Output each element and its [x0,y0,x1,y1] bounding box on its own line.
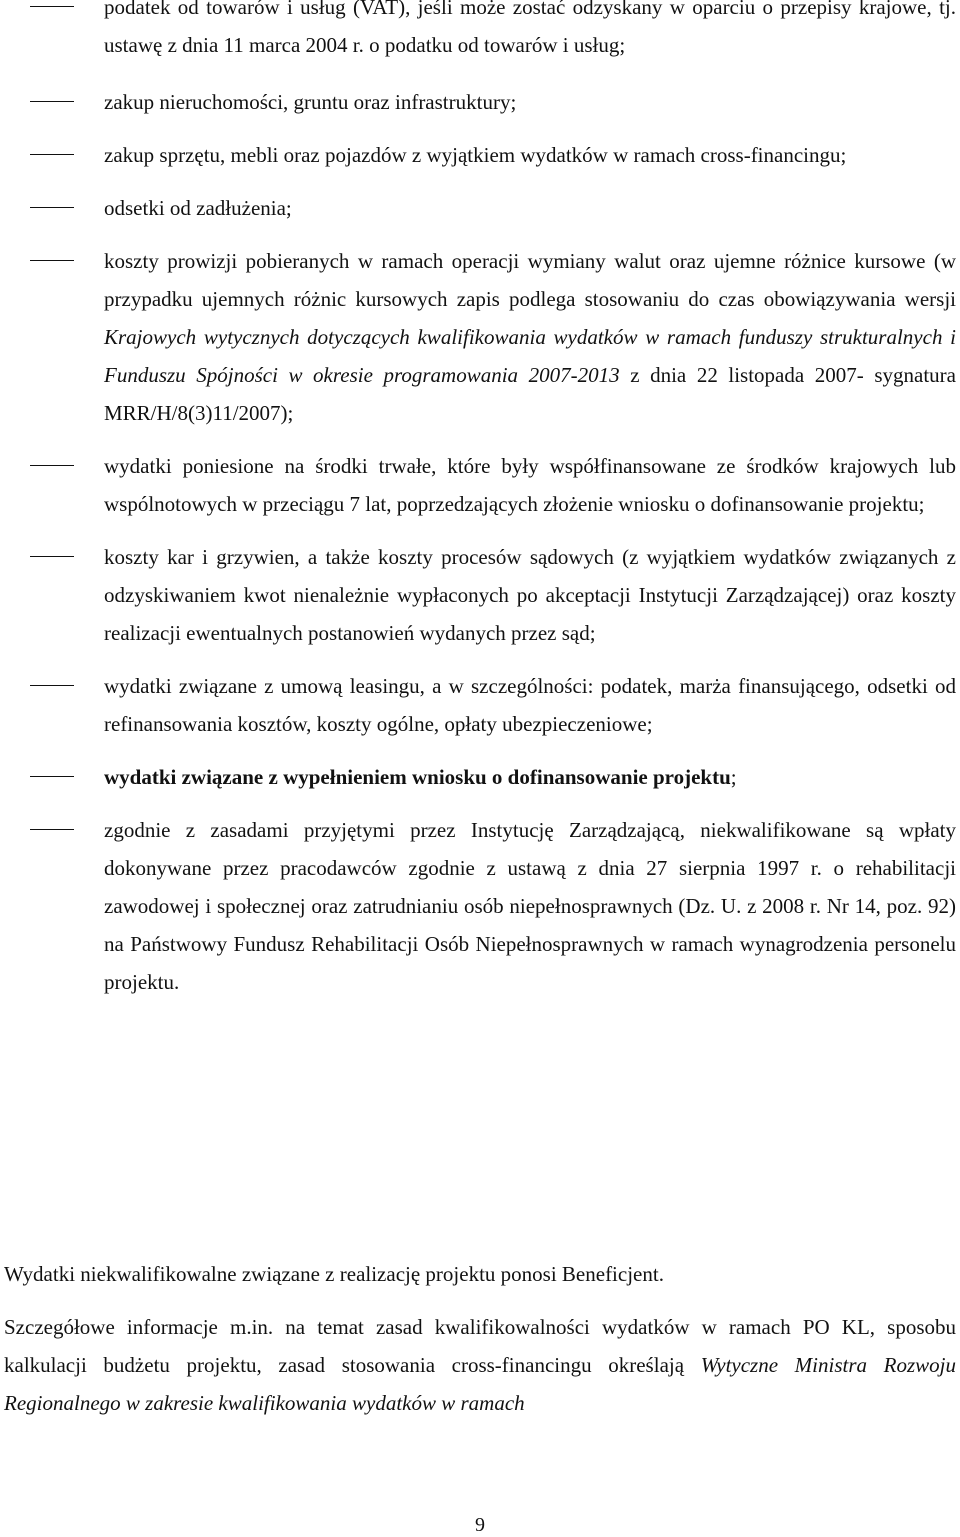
list-item-text: zgodnie z zasadami przyjętymi przez Instytucję Zarządzającą, niekwalifikowane są wpłaty dokonywane przez pracodawców zgodnie z ustawą z dnia 27 sierpnia 1997 r. o rehabilitacji zawodowej i społecznej oraz zatrudnianiu osób niepełnosprawnych (Dz. U. z 2008 r. Nr 14, poz. 92) na Państwowy Fundusz Rehabilitacji Osób Niepełnosprawnych w ramach wynagrodzenia personelu projektu. [104,818,956,994]
list-item [0,136,960,174]
list-item [0,0,960,64]
dash-bullet-icon [30,776,74,777]
dash-bullet-icon [30,829,74,830]
page-number: 9 [475,1514,485,1536]
paragraph-details [4,1308,956,1422]
dash-bullet-icon [30,260,74,261]
guideline-reference: Wytyczne Ministra Rozwoju Regionalnego w zakresie kwalifikowania wydatków w ramach [4,1353,956,1415]
list-item-text: zakup nieruchomości, gruntu oraz infrastruktury; [104,90,517,114]
list-item-text: zakup sprzętu, mebli oraz pojazdów z wyjątkiem wydatków w ramach cross-financingu; [104,143,847,167]
dash-bullet-icon [30,207,74,208]
list-item [0,667,960,743]
list-item-text: z dnia 22 listopada 2007- sygnatura MRR/H/8(3)11/2007); [104,363,956,425]
dash-bullet-icon [30,6,74,7]
list-item-text: koszty kar i grzywien, a także koszty procesów sądowych (z wyjątkiem wydatków związanych z odzyskiwaniem kwot nienależnie wypłaconych po akceptacji Instytucji Zarządzającej) oraz koszty realizacji ewentualnych postanowień wydanych przez sąd; [104,545,956,645]
paragraph-beneficiary-costs: Wydatki niekwalifikowalne związane z realizację projektu ponosi Beneficjent. [4,1262,664,1286]
dash-bullet-icon [30,685,74,686]
list-item-text: koszty prowizji pobieranych w ramach operacji wymiany walut oraz ujemne różnice kursowe (w przypadku ujemnych różnic kursowych zapis podlega stosowaniu do czas obowiązywania wersji [104,249,956,311]
guideline-title: Krajowych wytycznych dotyczących kwalifikowania wydatków w ramach funduszy strukturalnych i Funduszu Spójności w okresie programowania 2007-2013 [104,325,956,387]
list-item-text: odsetki od zadłużenia; [104,196,292,220]
list-item-text: podatek od towarów i usług (VAT), jeśli może zostać odzyskany w oparciu o przepisy krajowe, tj. ustawę z dnia 11 marca 2004 r. o podatku od towarów i usług; [104,0,956,57]
list-item-bold-text: wydatki związane z wypełnieniem wniosku o dofinansowanie projektu [104,765,731,789]
list-item [0,758,960,796]
list-item-text: ; [730,765,737,789]
dash-bullet-icon [30,154,74,155]
list-item [0,189,960,227]
dash-bullet-icon [30,101,74,102]
dash-bullet-icon [30,465,74,466]
list-item-text: wydatki poniesione na środki trwałe, które były współfinansowane ze środków krajowych lub wspólnotowych w przeciągu 7 lat, poprzedzających złożenie wniosku o dofinansowanie projektu; [104,454,956,516]
dash-bullet-icon [30,556,74,557]
list-item [0,447,960,523]
list-item-text: wydatki związane z umową leasingu, a w szczególności: podatek, marża finansującego, odsetki od refinansowania kosztów, koszty ogólne, opłaty ubezpieczeniowe; [104,674,956,736]
list-item [0,83,960,121]
list-item [0,242,960,432]
paragraph-text: Szczegółowe informacje m.in. na temat zasad kwalifikowalności wydatków w ramach PO KL, sposobu kalkulacji budżetu projektu, zasad stosowania cross-financingu określają [4,1315,956,1377]
list-item [0,811,960,1001]
list-item [0,538,960,652]
